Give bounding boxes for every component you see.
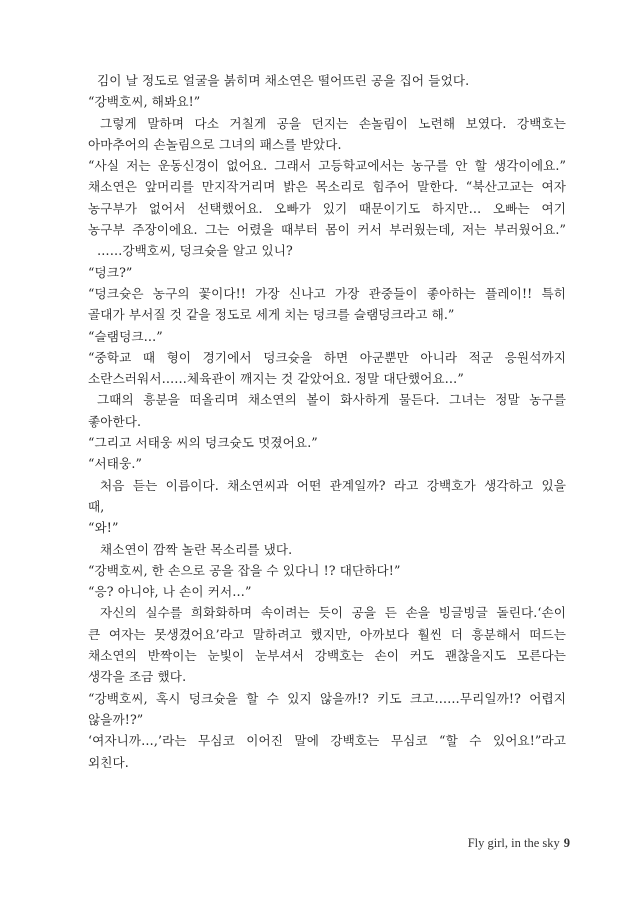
text-line: 때,: [88, 498, 105, 514]
text-line: “중학교 때 형이 경기에서 덩크슛을 하면 아군뿐만 아니라 적군 응원석까지: [88, 349, 566, 365]
text-line: 채소연은 앞머리를 만지작거리며 밝은 목소리로 힘주어 말한다. “북산고교는 여자: [88, 179, 566, 195]
text-line: 골대가 부서질 것 같을 정도로 세게 치는 덩크를 슬램덩크라고 해.”: [88, 307, 455, 323]
text-line: 채소연의 반짝이는 눈빛이 눈부셔서 강백호는 손이 커도 괜찮을지도 모른다는: [88, 648, 566, 664]
text-line: 그렇게 말하며 다소 거칠게 공을 던지는 손놀림이 노련해 보였다. 강백호는: [100, 115, 566, 131]
text-line: “덩크?”: [88, 264, 133, 280]
text-line: “와!”: [88, 520, 119, 536]
text-line: ……강백호씨, 덩크슛을 알고 있니?: [97, 243, 293, 259]
text-line: “사실 저는 운동신경이 없어요. 그래서 고등학교에서는 농구를 안 할 생각이에요.”: [88, 158, 566, 174]
text-line: 김이 날 정도로 얼굴을 붉히며 채소연은 떨어뜨린 공을 집어 들었다.: [97, 73, 470, 88]
body-text: [88, 70, 566, 773]
text-line: “강백호씨, 혹시 덩크슛을 할 수 있지 않을까!? 키도 크고……무리일까!? 어렵지: [88, 690, 566, 706]
text-line: 아마추어의 손놀림으로 그녀의 패스를 받았다.: [88, 136, 342, 152]
text-line: “서태웅.”: [88, 456, 142, 472]
text-line: 농구부가 없어서 선택했어요. 오빠가 있기 때문이기도 하지만… 오빠는 여기: [88, 200, 566, 216]
text-line: “강백호씨, 해봐요!”: [88, 94, 201, 110]
text-line: 큰 여자는 못생겼어요’라고 말하려고 했지만, 아까보다 훨씬 더 흥분해서 떠드는: [88, 626, 566, 642]
text-line: ‘여자니까…,’라는 무심코 이어진 말에 강백호는 무심코 “할 수 있어요!”라고: [88, 733, 566, 749]
text-line: 채소연이 깜짝 놀란 목소리를 냈다.: [100, 541, 293, 557]
text-line: 처음 듣는 이름이다. 채소연씨과 어떤 관계일까? 라고 강백호가 생각하고 있을: [100, 477, 566, 493]
text-line: 소란스러워서……체육관이 깨지는 것 같았어요. 정말 대단했어요…”: [88, 371, 464, 387]
text-line: 그때의 흥분을 떠올리며 채소연의 볼이 화사하게 물든다. 그녀는 정말 농구를: [97, 392, 566, 408]
page-number: 9: [563, 836, 570, 850]
text-line: 자신의 실수를 희화화하며 속이려는 듯이 공을 든 손을 빙글빙글 돌린다.‘손이: [100, 605, 566, 621]
text-line: “응? 아니야, 나 손이 커서…”: [88, 584, 252, 600]
text-line: 좋아한다.: [88, 413, 142, 429]
text-line: “슬램덩크…”: [88, 328, 163, 344]
running-title: Fly girl, in the sky: [467, 836, 560, 850]
text-line: 않을까!?”: [88, 711, 144, 727]
text-line: 생각을 조금 했다.: [88, 669, 187, 685]
page-footer: [468, 836, 570, 851]
text-line: “그리고 서태웅 씨의 덩크슛도 멋졌어요.”: [88, 435, 318, 451]
text-line: “덩크슛은 농구의 꽃이다!! 가장 신나고 가장 관중들이 좋아하는 플레이!! 특히: [88, 285, 566, 301]
text-line: “강백호씨, 한 손으로 공을 잡을 수 있다니 !? 대단하다!”: [88, 562, 401, 578]
text-line: 농구부 주장이에요. 그는 어렸을 때부터 몸이 커서 부러웠는데, 저는 부러웠어요.”: [88, 222, 566, 238]
text-line: 외친다.: [88, 754, 129, 770]
